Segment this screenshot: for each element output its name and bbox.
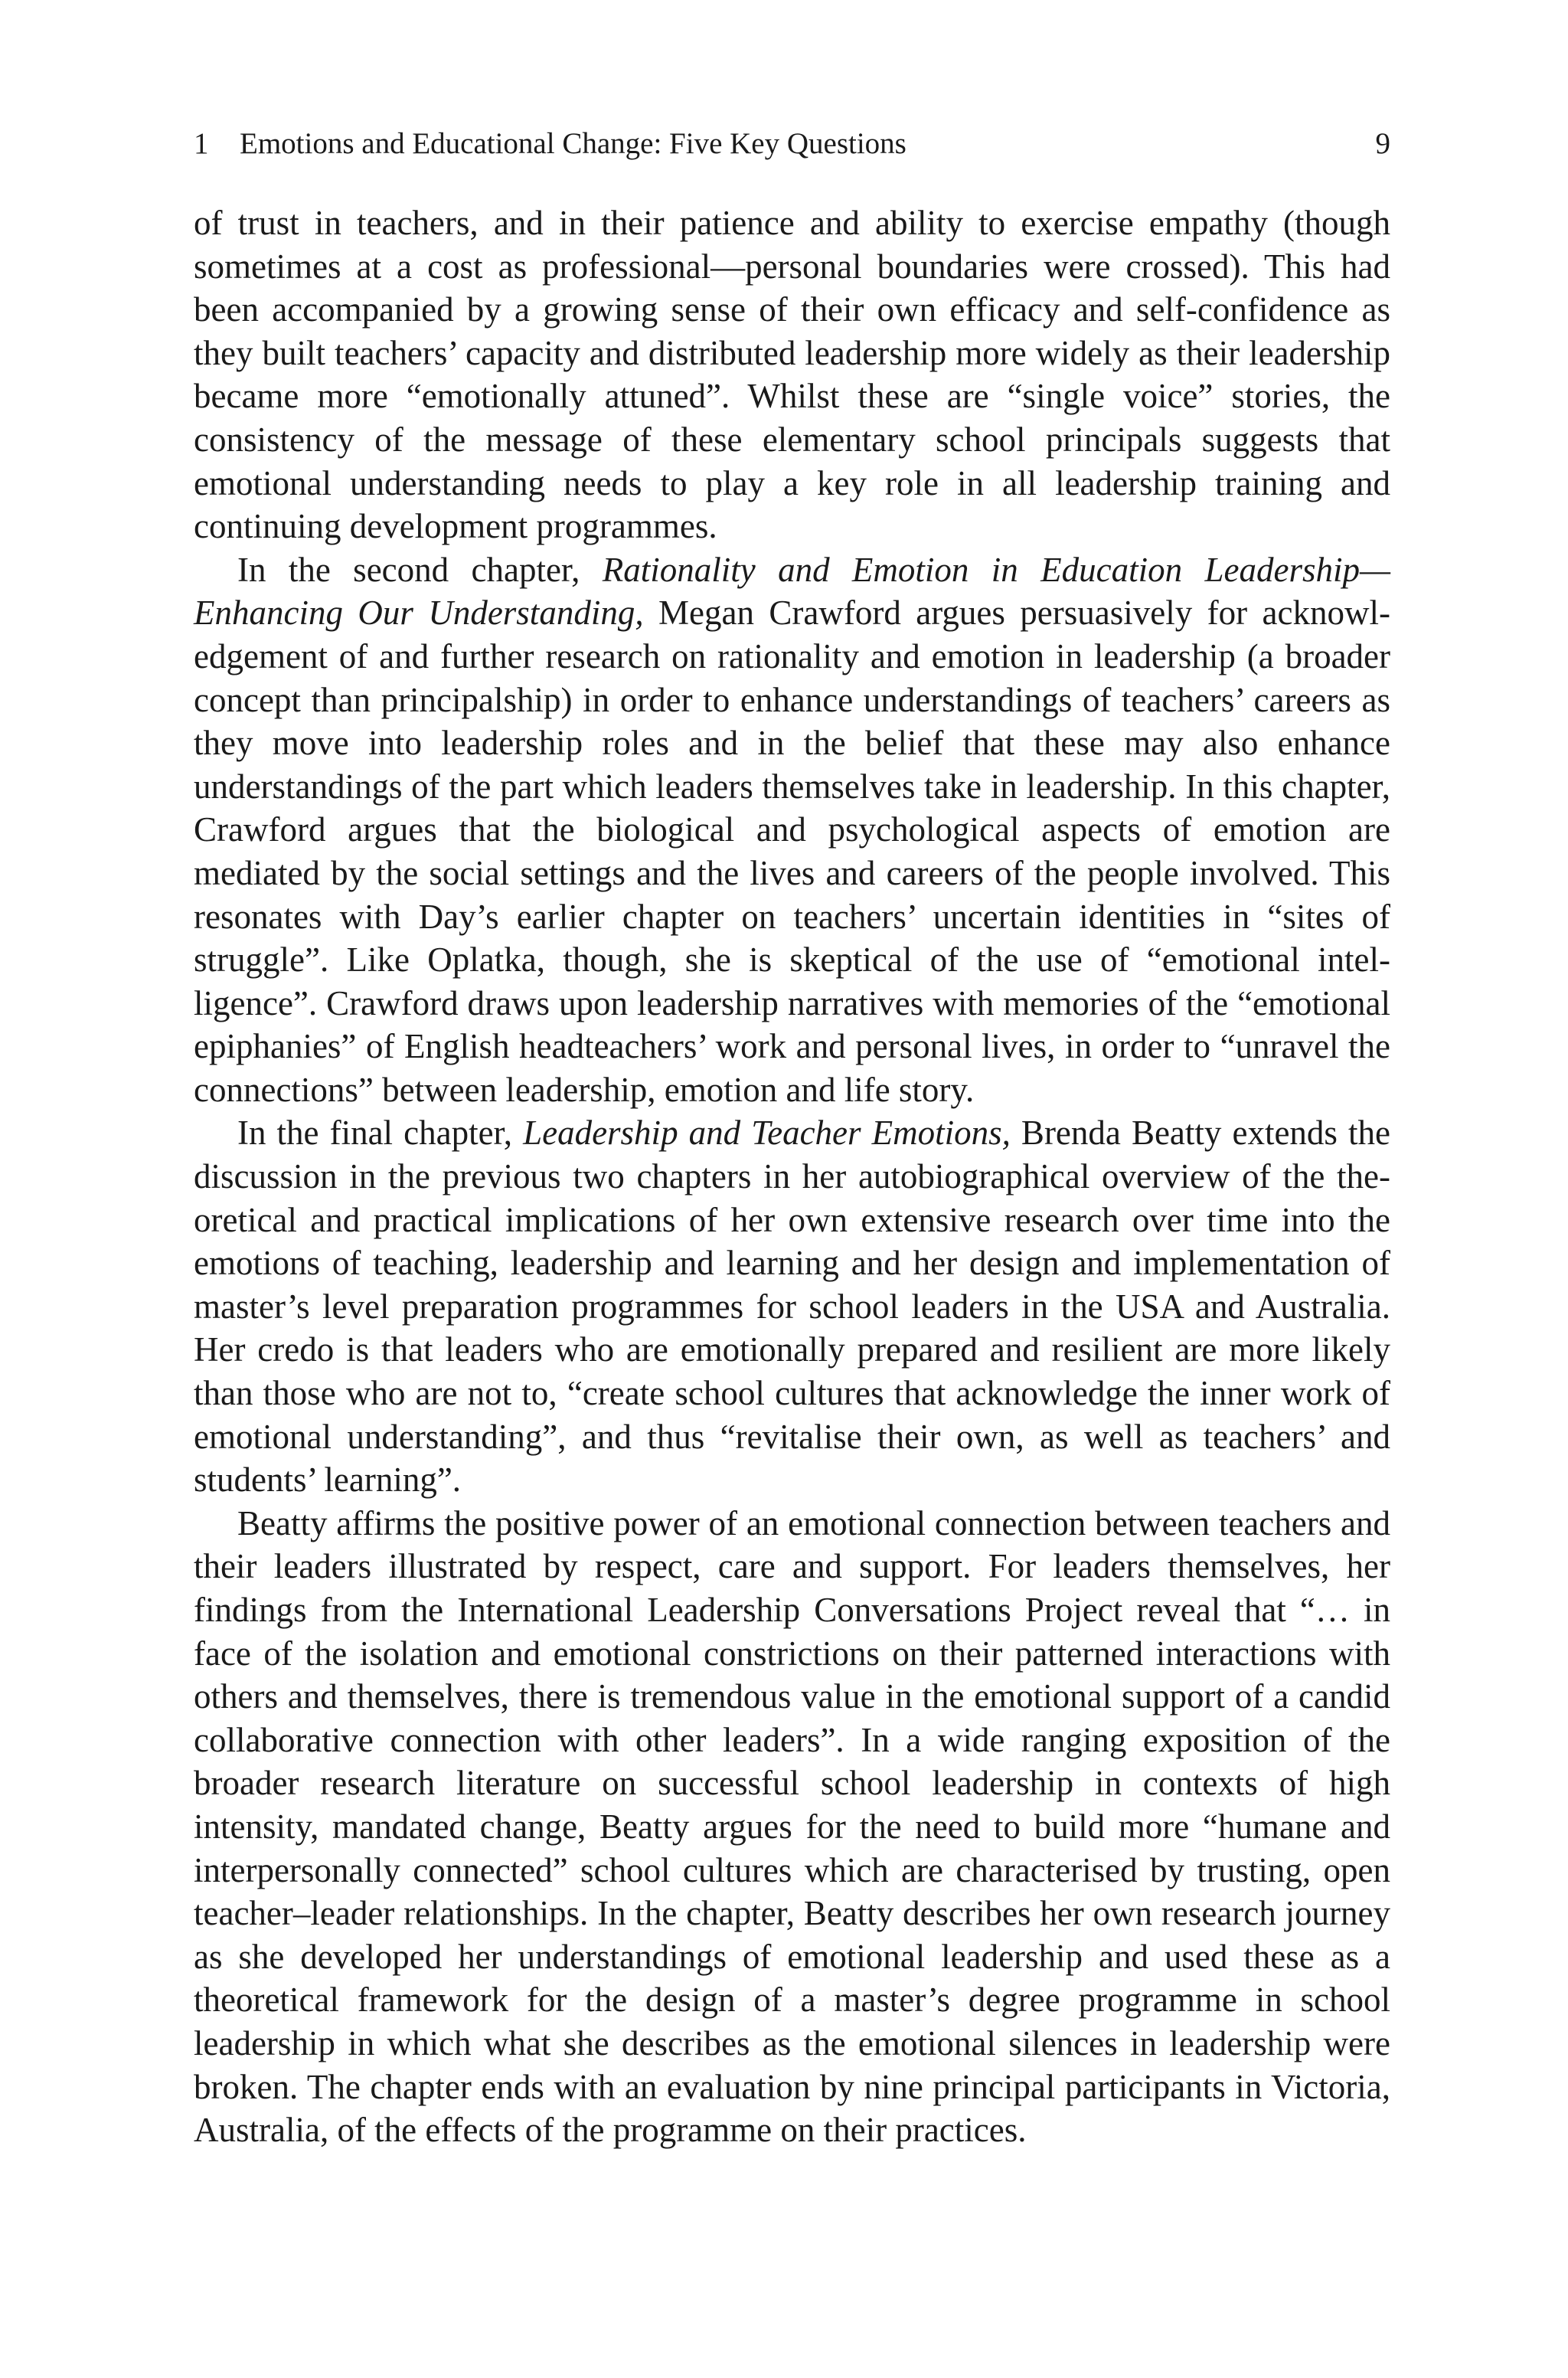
paragraph [194,1111,1390,1501]
paragraph-lead: In the final chapter, [237,1114,524,1153]
running-head [194,125,1390,163]
paragraph [194,201,1390,548]
paragraph [194,548,1390,1112]
paragraph-text: Brenda Beatty extends the discussion in the previous two chapters in her autobiographical overview of the theoretical and practical implications of her own extensive research over time into the emotions of teaching, leadership and learning and her design and implementation of master’s level preparation programmes for school leaders in the USA and Australia. Her credo is that leaders who are emotionally prepared and resilient are more likely than those who are not to, “create school cultures that acknowledge the inner work of emotional understanding”, and thus “revitalise their own, as well as teachers’ and students’ learning”. [194,1114,1390,1500]
paragraph-text: of trust in teachers, and in their patience and ability to exercise empathy (though sometimes at a cost as professional—personal boundaries were crossed). This had been accompanied by a growing sense of their own efficacy and self-confidence as they built teachers’ capacity and distributed leadership more widely as their leadership became more “emotionally attuned”. Whilst these are “single voice” stories, the consistency of the message of these elementary school principals suggests that emotional understanding needs to play a key role in all leadership training and continuing development programmes. [194,204,1390,546]
chapter-title: Emotions and Educational Change: Five Key Questions [240,127,906,160]
paragraph-text: Megan Crawford argues persuasively for acknowledgement of and further research on rationality and emotion in leadership (a broader concept than principalship) in order to enhance understandings of teachers’ careers as they move into leadership roles and in the belief that these may also enhance understandings of the part which leaders themselves take in leadership. In this chapter, Crawford argues that the biological and psychological aspects of emotion are mediated by the social settings and the lives and careers of the people involved. This resonates with Day’s earlier chapter on teachers’ uncertain identities in “sites of struggle”. Like Oplatka, though, she is skeptical of the use of “emotional intelligence”. Crawford draws upon leadership narratives with memories of the “emotional epiphanies” of English headteachers’ work and personal lives, in order to “unravel the connections” between leadership, emotion and life story. [194,594,1390,1109]
paragraph-text: Beatty affirms the positive power of an emotional connection between teachers and their leaders illustrated by respect, care and support. For leaders themselves, her findings from the International Leadership Conversations Project reveal that “… in face of the isolation and emotional constrictions on their patterned interactions with others and themselves, there is tremendous value in the emotional support of a candid collaborative connection with other leaders”. In a wide ranging exposition of the broader research literature on successful school leadership in contexts of high intensity, mandated change, Beatty argues for the need to build more “humane and interpersonally connected” school cultures which are characterised by trusting, open teacher–leader relationships. In the chapter, Beatty describes her own research journey as she developed her understandings of emotional leadership and used these as a theoretical framework for the design of a master’s degree programme in school leadership in which what she describes as the emotional silences in leadership were broken. The chapter ends with an evaluation by nine principal participants in Victoria, Australia, of the effects of the programme on their practices. [194,1503,1390,2150]
chapter-reference-title: Rationality and Emotion in Education Leadership—Enhancing Our Understanding, [194,550,1390,633]
paragraph [194,1502,1390,2152]
chapter-number: 1 [194,127,209,160]
body-text [194,201,1390,2152]
page-number: 9 [1375,127,1390,160]
chapter-reference-title: Leadership and Teacher Emotions, [523,1114,1011,1153]
paragraph-lead: In the second chapter, [237,550,603,589]
